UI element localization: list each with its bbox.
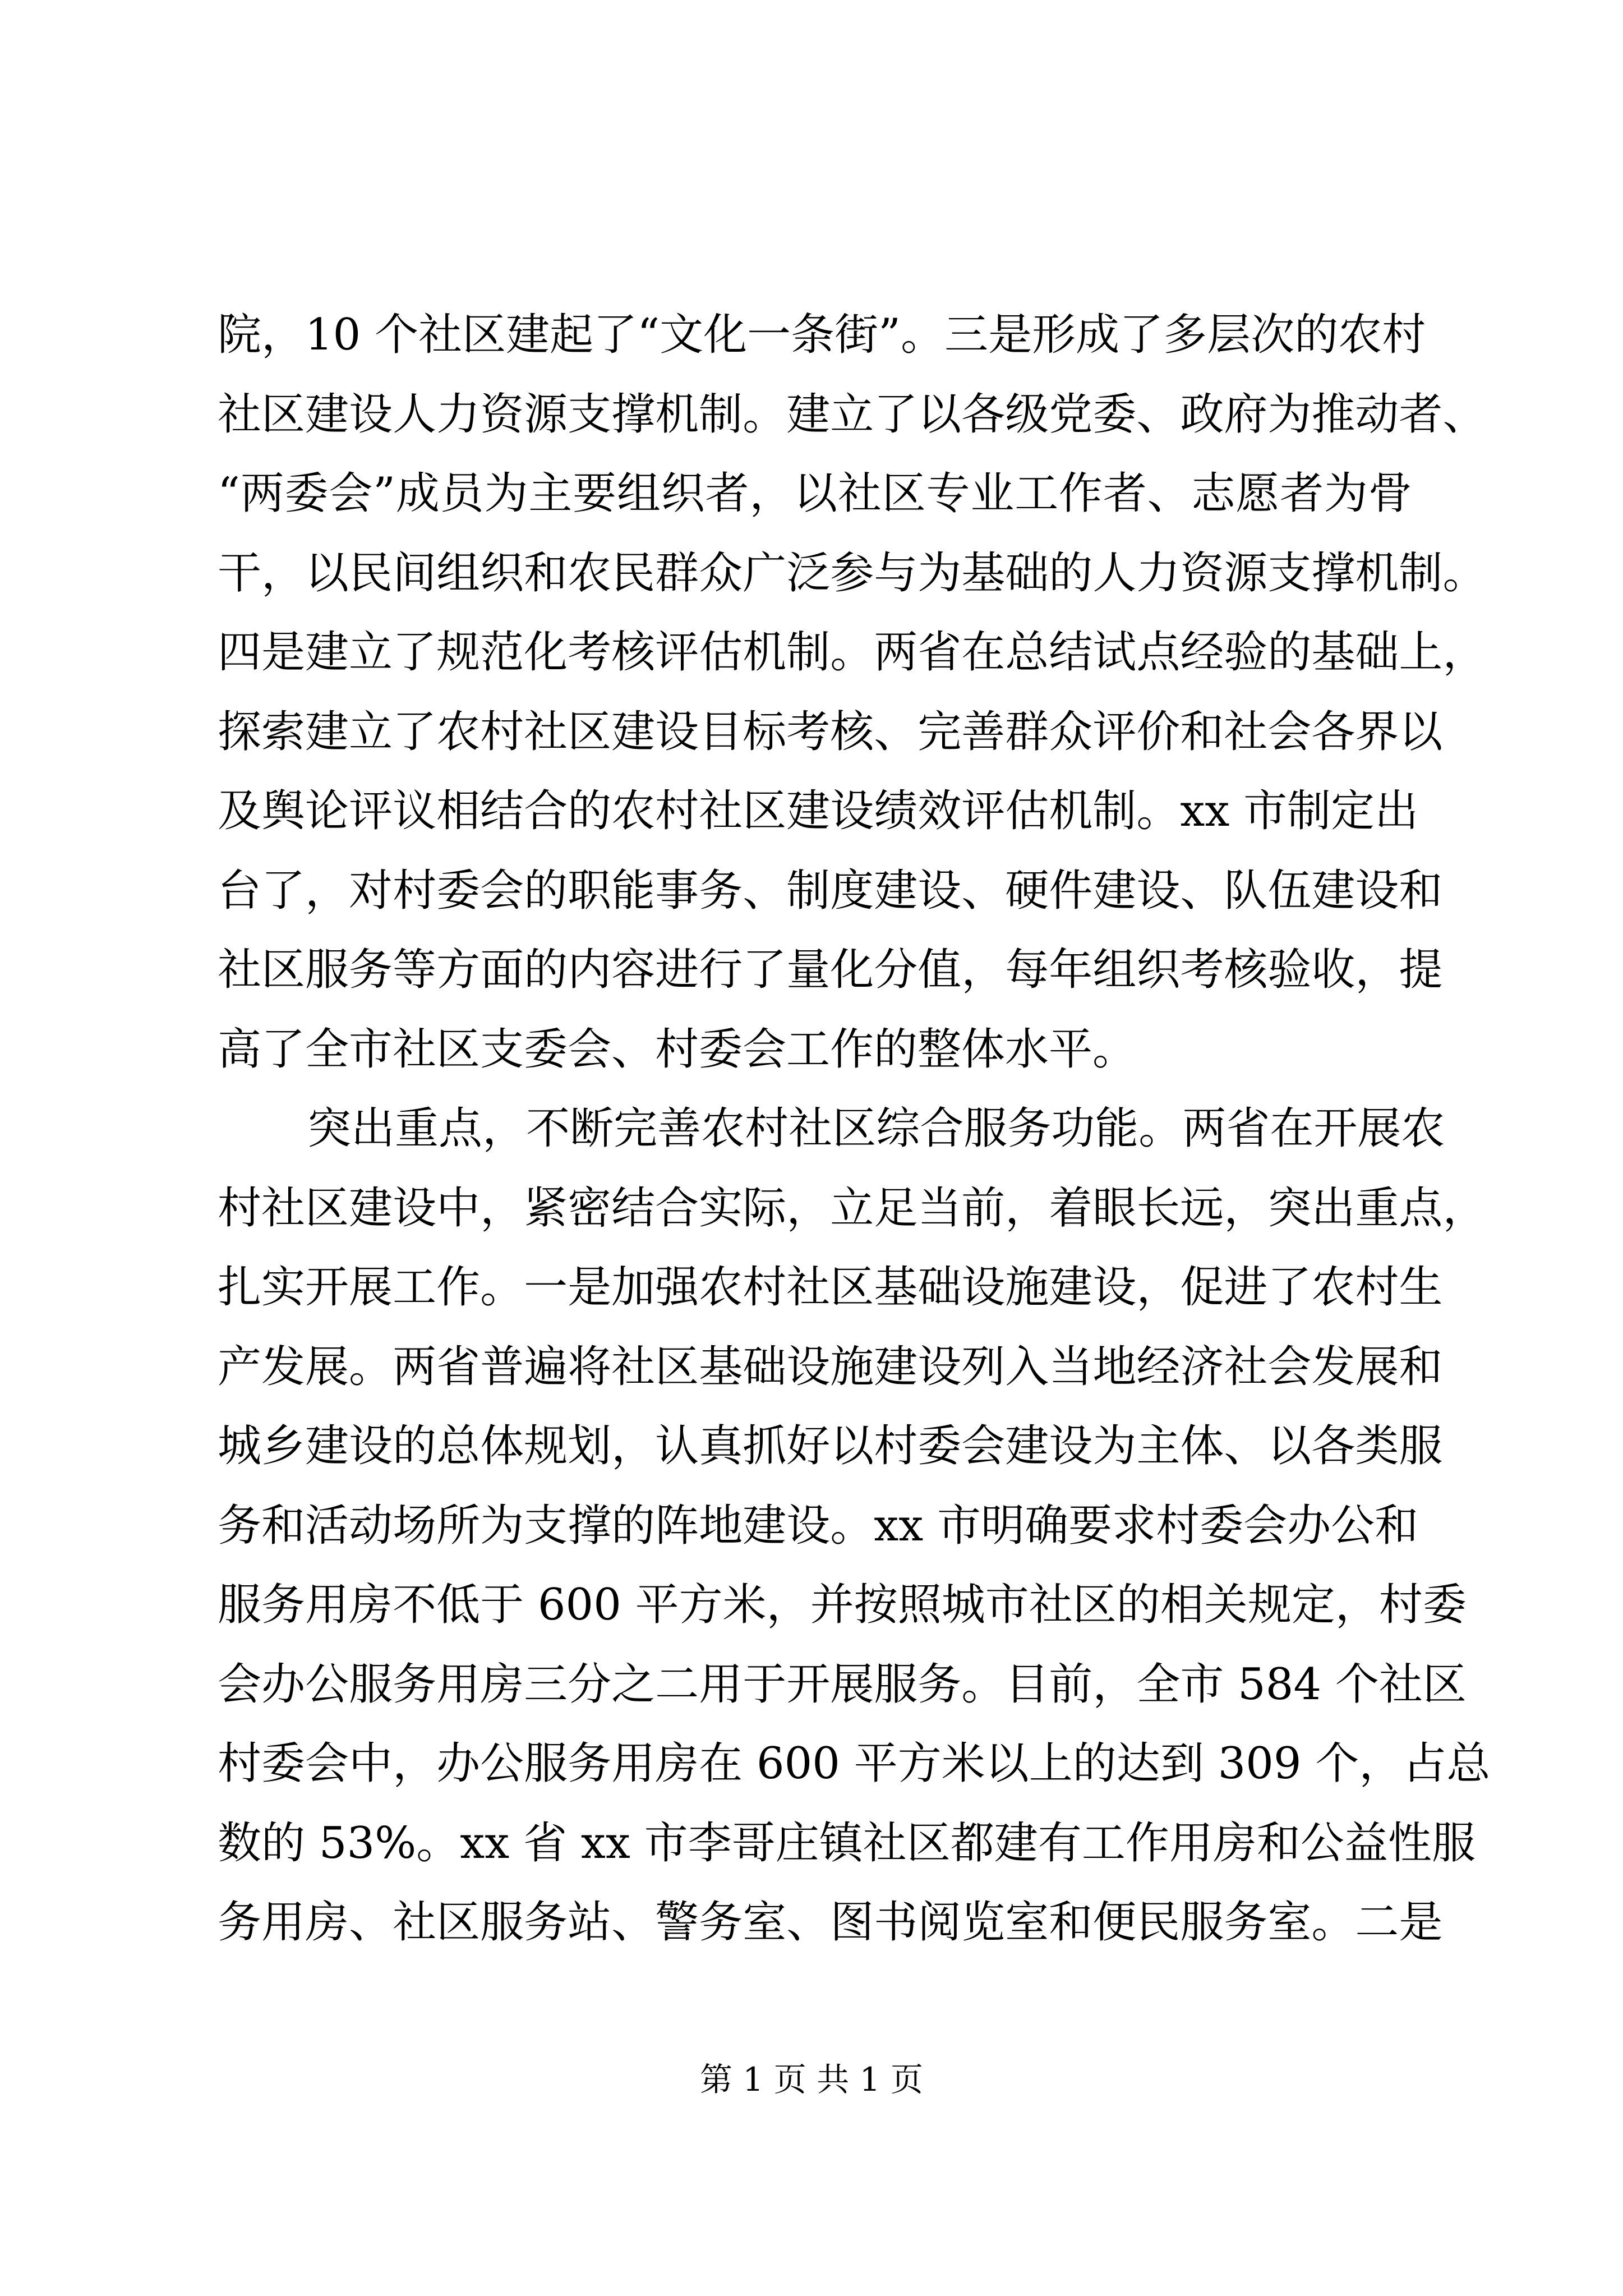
text-line: 社 区 服 务 等 方 面 的 内 容 进 行 了 量 化 分 值 ， 每 年 组 织 考 核 验 收 ， 提: [218, 945, 1443, 995]
text-line: 服 务 用 房 不 低 于 6 0 0 平 方 米 ， 并 按 照 城 市 社 区 的 相 关 规 定 ， 村 委: [218, 1580, 1467, 1630]
text-line: 务 用 房 、 社 区 服 务 站 、 警 务 室 、 图 书 阅 览 室 和 便 民 服 务 室 。 二 是: [218, 1897, 1443, 1948]
text-line: 社 区 建 设 人 力 资 源 支 撑 机 制 。 建 立 了 以 各 级 党 委 、 政 府 为 推 动 者 、: [218, 389, 1487, 440]
text-line: 突 出 重 点 ， 不 断 完 善 农 村 社 区 综 合 服 务 功 能 。 两 省 在 开 展 农: [307, 1103, 1445, 1154]
text-line: 院 ， 1 0 个 社 区 建 起 了 “ 文 化 一 条 街 ” 。 三 是 形 成 了 多 层 次 的 农 村: [218, 310, 1426, 360]
text-line: 村 委 会 中 ， 办 公 服 务 用 房 在 6 0 0 平 方 米 以 上 的 达 到 3 0 9 个 ， 占 总: [218, 1738, 1491, 1789]
text-line: 扎 实 开 展 工 作 。 一 是 加 强 农 村 社 区 基 础 设 施 建 设 ， 促 进 了 农 村 生: [218, 1262, 1443, 1313]
text-line: 村 社 区 建 设 中 ， 紧 密 结 合 实 际 ， 立 足 当 前 ， 着 眼 长 远 ， 突 出 重 点 ，: [218, 1182, 1487, 1234]
page-footer: 第 1 页 共 1 页: [700, 2060, 923, 2099]
text-line: 探 索 建 立 了 农 村 社 区 建 设 目 标 考 核 、 完 善 群 众 评 价 和 社 会 各 界 以: [218, 706, 1443, 757]
document-body: [218, 296, 1491, 1963]
text-line: 及 舆 论 评 议 相 结 合 的 农 村 社 区 建 设 绩 效 评 估 机 制 。 x x 市 制 定 出: [218, 786, 1419, 836]
text-line: 产 发 展 。 两 省 普 遍 将 社 区 基 础 设 施 建 设 列 入 当 地 经 济 社 会 发 展 和: [218, 1341, 1443, 1392]
text-line: 数 的 5 3 % 。 x x 省 x x 市 李 哥 庄 镇 社 区 都 建 有 工 作 用 房 和 公 益 性 服: [218, 1818, 1476, 1869]
text-line: 干 ， 以 民 间 组 织 和 农 民 群 众 广 泛 参 与 为 基 础 的 人 力 资 源 支 撑 机 制 。: [218, 547, 1487, 599]
text-line: 城 乡 建 设 的 总 体 规 划 ， 认 真 抓 好 以 村 委 会 建 设 为 主 体 、 以 各 类 服: [218, 1421, 1443, 1471]
text-line: 台 了 ， 对 村 委 会 的 职 能 事 务 、 制 度 建 设 、 硬 件 建 设 、 队 伍 建 设 和: [218, 865, 1443, 916]
text-line: “ 两 委 会 ” 成 员 为 主 要 组 织 者 ， 以 社 区 专 业 工 作 者 、 志 愿 者 为 骨: [218, 468, 1412, 519]
text-line: 务 和 活 动 场 所 为 支 撑 的 阵 地 建 设 。 x x 市 明 确 要 求 村 委 会 办 公 和: [218, 1500, 1419, 1551]
text-line: 四 是 建 立 了 规 范 化 考 核 评 估 机 制 。 两 省 在 总 结 试 点 经 验 的 基 础 上 ，: [218, 627, 1487, 678]
text-line: 高了全市社区支委会、村委会工作的整体水平。: [218, 1024, 1137, 1075]
text-line: 会 办 公 服 务 用 房 三 分 之 二 用 于 开 展 服 务 。 目 前 ， 全 市 5 8 4 个 社 区: [218, 1659, 1467, 1710]
